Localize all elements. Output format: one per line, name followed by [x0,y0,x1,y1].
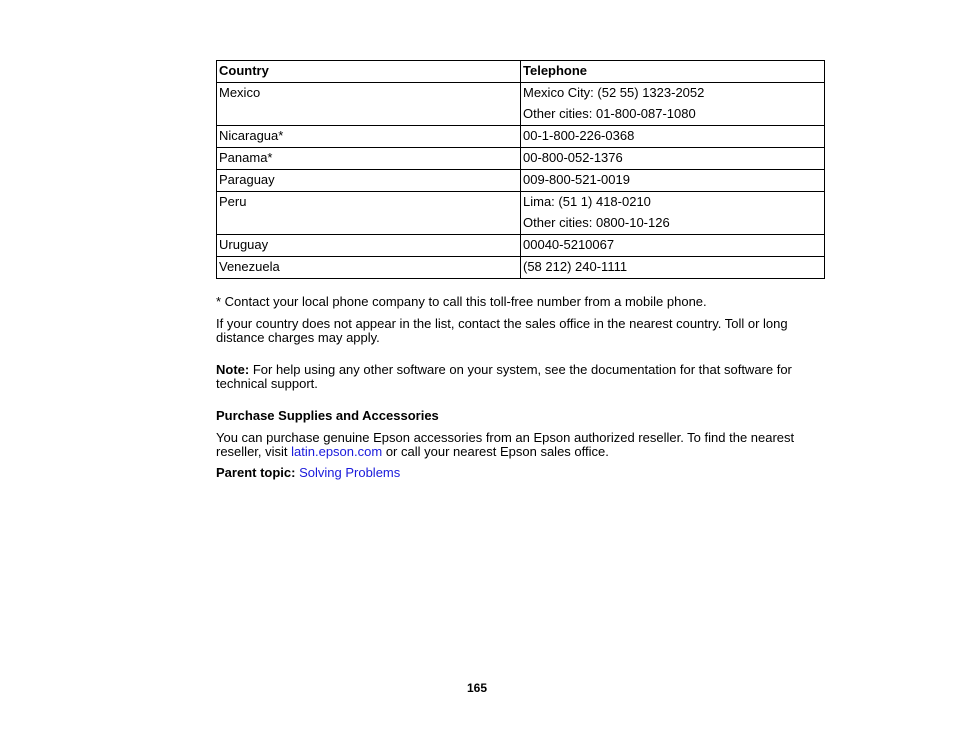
page-number: 165 [466,681,488,695]
purchase-paragraph [216,431,824,459]
phone-number: 00040-5210067 [523,237,615,252]
section-heading: Purchase Supplies and Accessories [216,408,439,423]
country-cell: Mexico [217,83,521,126]
telephone-cell [521,148,825,170]
table-row [217,170,825,192]
phone-number: Other cities: 0800-10-126 [523,215,670,230]
table-header-row [217,61,825,83]
table-row [217,148,825,170]
document-content [216,60,824,480]
phone-number: 009-800-521-0019 [523,172,630,187]
table-row [217,126,825,148]
note-text: For help using any other software on your system, see the documentation for that software for technical support. [216,362,792,391]
phone-number: (58 212) 240-1111 [523,259,628,274]
table-row [217,235,825,257]
column-header-telephone: Telephone [521,61,825,83]
phone-number: Lima: (51 1) 418-0210 [523,194,651,209]
table-row [217,83,825,126]
country-cell: Paraguay [217,170,521,192]
telephone-cell [521,170,825,192]
telephone-cell [521,257,825,279]
phone-number: 00-800-052-1376 [523,150,623,165]
toll-free-footnote: * Contact your local phone company to call this toll-free number from a mobile phone. [216,294,707,309]
country-cell: Venezuela [217,257,521,279]
parent-topic-label: Parent topic: [216,465,296,480]
telephone-cell [521,126,825,148]
table-row [217,192,825,235]
country-not-listed-paragraph: If your country does not appear in the list, contact the sales office in the nearest country. Toll or long distance charges may apply. [216,316,788,345]
purchase-text-after: or call your nearest Epson sales office. [382,444,609,459]
country-cell: Uruguay [217,235,521,257]
phone-number: Mexico City: (52 55) 1323-2052 [523,85,705,100]
note-paragraph [216,363,824,391]
epson-reseller-link[interactable]: latin.epson.com [291,444,383,459]
country-cell: Nicaragua* [217,126,521,148]
phone-table [216,60,825,279]
table-row [217,257,825,279]
phone-number: Other cities: 01-800-087-1080 [523,106,696,121]
telephone-cell [521,192,825,235]
country-cell: Peru [217,192,521,235]
note-label: Note: [216,362,250,377]
parent-topic-line [216,466,824,480]
phone-number: 00-1-800-226-0368 [523,128,635,143]
parent-topic-link[interactable]: Solving Problems [299,465,401,480]
column-header-country: Country [217,61,521,83]
purchase-text-before: You can purchase genuine Epson accessories from an Epson authorized reseller. To find the nearest reseller, visit [216,430,795,459]
telephone-cell [521,83,825,126]
telephone-cell [521,235,825,257]
country-cell: Panama* [217,148,521,170]
